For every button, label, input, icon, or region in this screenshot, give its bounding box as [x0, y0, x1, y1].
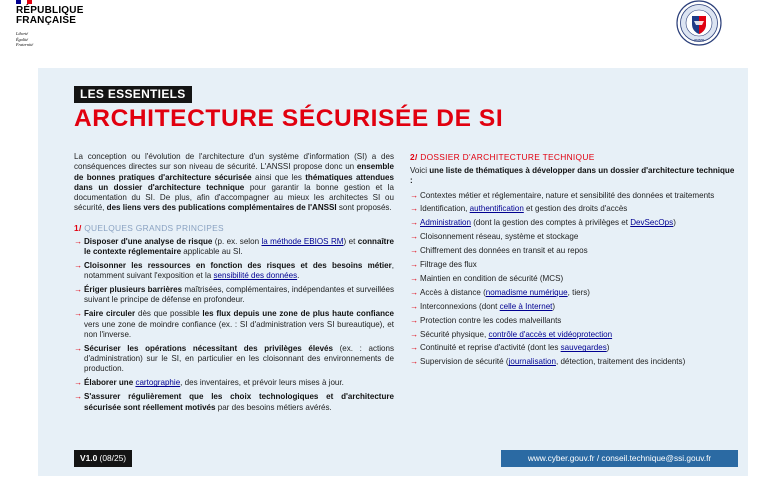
arrow-right-icon: →	[410, 329, 419, 339]
version-badge: V1.0 (08/25)	[74, 450, 132, 467]
list-item: → Chiffrement des données en transit et au repos	[410, 246, 588, 256]
arrow-right-icon: →	[410, 343, 419, 353]
arrow-right-icon: →	[410, 315, 419, 325]
logging-link[interactable]: journalisation	[508, 357, 556, 367]
list-item: → Continuité et reprise d'activité (dont les sauvegardes)	[410, 343, 610, 353]
motto-egalite: Égalité	[16, 36, 29, 42]
arrow-right-icon: →	[74, 378, 83, 388]
republique-francaise-logo	[16, 6, 84, 26]
page-title: ARCHITECTURE SÉCURISÉE DE SI	[74, 105, 504, 132]
contact-banner[interactable]: www.cyber.gouv.fr / conseil.technique@ssi.gouv.fr	[501, 450, 738, 467]
arrow-right-icon: →	[74, 392, 83, 402]
devsecops-link[interactable]: DevSecOps	[630, 218, 674, 228]
arrow-right-icon: →	[410, 190, 419, 200]
rf-line-2: FRANÇAISE	[16, 15, 77, 26]
list-item: → Administration (dont la gestion des comptes à privilèges et DevSecOps)	[410, 218, 676, 228]
arrow-right-icon: →	[74, 309, 83, 319]
list-item: → Filtrage des flux	[410, 260, 477, 270]
arrow-right-icon: →	[74, 236, 83, 246]
arrow-right-icon: →	[74, 343, 83, 353]
list-item: → Élaborer une cartographie, des inventaires, et prévoir leurs mises à jour.	[74, 378, 344, 388]
page-header	[0, 0, 767, 62]
right-column	[410, 152, 738, 371]
arrow-right-icon: →	[410, 246, 419, 256]
arrow-right-icon: →	[410, 301, 419, 311]
arrow-right-icon: →	[410, 204, 419, 214]
section-2-heading: 2/ DOSSIER D'ARCHITECTURE TECHNIQUE	[410, 152, 595, 162]
rf-line-1: RÉPUBLIQUE	[16, 5, 84, 16]
list-item: → Interconnexions (dont celle à Internet)	[410, 301, 556, 311]
list-item: → Cloisonner les ressources en fonction des risques et des besoins métier, notamment suivant l'exposition et la sensibilité des données.	[74, 260, 394, 281]
backups-link[interactable]: sauvegardes	[560, 343, 607, 353]
principles-list	[74, 237, 394, 413]
content-panel	[38, 68, 748, 476]
digital-nomadism-link[interactable]: nomadisme numérique	[485, 287, 568, 297]
marianne-flag-icon	[16, 0, 32, 4]
list-item: → Cloisonnement réseau, système et stockage	[410, 232, 579, 242]
dat-themes-list	[410, 191, 738, 368]
section-2-intro: Voici une liste de thématiques à développer dans un dossier d'architecture technique :	[410, 166, 735, 186]
list-item: → S'assurer régulièrement que les choix technologiques et d'architecture sécurisée sont réellement motivés par des besoins métiers avérés.	[74, 392, 394, 412]
list-item: → Sécuriser les opérations nécessitant des privilèges élevés (ex. : actions d'administration) sur le SI, en particulier en les cloisonnant des environnements de production.	[74, 343, 394, 374]
cartography-link[interactable]: cartographie	[135, 378, 181, 388]
essentials-badge: LES ESSENTIELS	[74, 86, 192, 103]
arrow-right-icon: →	[74, 260, 83, 270]
list-item: → Supervision de sécurité (journalisation, détection, traitement des incidents)	[410, 357, 686, 367]
arrow-right-icon: →	[410, 232, 419, 242]
list-item: → Maintien en condition de sécurité (MCS)	[410, 273, 564, 283]
arrow-right-icon: →	[74, 285, 83, 295]
list-item: → Protection contre les codes malveillants	[410, 315, 562, 325]
arrow-right-icon: →	[410, 260, 419, 270]
ebios-rm-link[interactable]: la méthode EBIOS RM	[261, 236, 344, 246]
left-column	[74, 152, 394, 416]
motto-liberte: Liberté	[16, 31, 29, 36]
list-item: → Disposer d'une analyse de risque (p. ex. selon la méthode EBIOS RM) et connaître le contexte réglementaire applicable au SI.	[74, 236, 394, 257]
list-item: → Ériger plusieurs barrières maîtrisées, complémentaires, indépendantes et surveillées suivant le principe de défense en profondeur.	[74, 285, 395, 305]
motto-fraternite: Fraternité	[16, 42, 34, 48]
anssi-logo-text: ANSSI	[693, 38, 705, 43]
list-item: → Identification, authentification et gestion des droits d'accès	[410, 204, 628, 214]
list-item: → Accès à distance (nomadisme numérique, tiers)	[410, 287, 590, 297]
section-1-heading: 1/ QUELQUES GRANDS PRINCIPES	[74, 222, 224, 233]
rf-motto	[16, 31, 33, 48]
data-sensitivity-link[interactable]: sensibilité des données	[213, 271, 298, 281]
list-item: → Faire circuler dès que possible les flux depuis une zone de plus haute confiance vers une zone de moindre confiance (ex. : SI d'administration vers SI bureautique), et non l'inverse.	[74, 309, 394, 339]
list-item: → Contextes métier et réglementaire, nature et sensibilité des données et traitements	[410, 190, 715, 200]
authentication-link[interactable]: authentification	[469, 204, 524, 214]
list-item: → Sécurité physique, contrôle d'accès et vidéoprotection	[410, 329, 613, 339]
internet-interconnection-link[interactable]: celle à Internet	[499, 301, 553, 311]
arrow-right-icon: →	[410, 218, 419, 228]
arrow-right-icon: →	[410, 357, 419, 367]
arrow-right-icon: →	[410, 273, 419, 283]
access-control-link[interactable]: contrôle d'accès et vidéoprotection	[488, 329, 613, 339]
intro-paragraph: La conception ou l'évolution de l'architecture d'un système d'information (SI) a des conséquences directes sur son niveau de sécurité. L'ANSSI propose donc un ensemble de bonnes pratiques d'architecture sécurisée ainsi que les thématiques attendues dans un dossier d'architecture technique pour garantir la bonne gestion et la documentation du SI. De plus, afin d'accompagner au mieux les architectes SI ou sécurité, des liens vers des publications complémentaires de l'ANSSI sont proposés.	[74, 152, 394, 213]
arrow-right-icon: →	[410, 287, 419, 297]
administration-link[interactable]: Administration	[420, 218, 471, 228]
anssi-logo-icon	[676, 0, 722, 46]
